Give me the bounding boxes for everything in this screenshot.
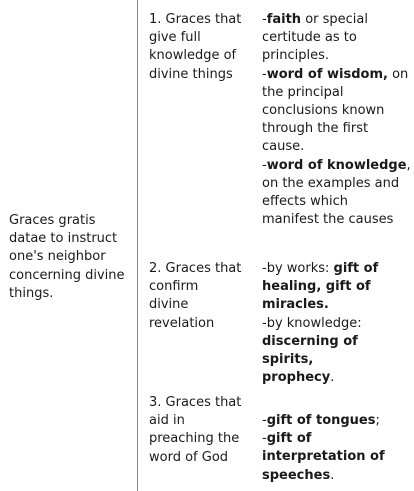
heading-line: 2. Graces that <box>149 261 242 276</box>
column-divider <box>137 0 138 491</box>
detail-line: -by knowledge: <box>262 315 362 331</box>
heading-line: confirm <box>149 279 199 295</box>
detail-line: manifest the causes <box>262 212 394 228</box>
detail-line: certitude as to <box>262 30 357 46</box>
row-3-heading <box>149 394 249 467</box>
left-line: things. <box>9 285 54 301</box>
heading-line: aid in <box>149 413 185 429</box>
heading-line: knowledge of <box>149 48 237 64</box>
heading-line: revelation <box>149 315 215 331</box>
heading-line: word of God <box>149 449 229 465</box>
detail-line: principles. <box>262 48 329 64</box>
detail-line: -gift of <box>262 431 312 447</box>
detail-line: discerning of spirits, <box>262 333 358 368</box>
row-2-detail <box>262 260 412 387</box>
detail-line: interpretation of <box>262 449 385 465</box>
detail-line: -gift of tongues; <box>262 413 380 428</box>
detail-line: the principal <box>262 84 344 100</box>
row-3-detail <box>262 412 412 485</box>
row-1-heading <box>149 11 249 84</box>
detail-line: -by works: gift of <box>262 261 379 276</box>
left-line: one's neighbor <box>9 249 106 265</box>
heading-line: 3. Graces that <box>149 395 242 410</box>
left-line: datae to instruct <box>9 231 118 247</box>
heading-line: divine <box>149 297 189 313</box>
detail-line: cause. <box>262 139 305 155</box>
heading-line: divine things <box>149 66 233 82</box>
detail-line: conclusions known <box>262 103 385 119</box>
detail-line: -faith or special <box>262 12 368 27</box>
left-category-cell <box>9 212 133 303</box>
detail-line: miracles. <box>262 297 329 313</box>
row-1-detail <box>262 11 412 229</box>
detail-line: effects which <box>262 194 348 210</box>
detail-line: on the examples and <box>262 175 400 191</box>
detail-line: through the first <box>262 121 369 137</box>
left-line: Graces gratis <box>9 213 96 228</box>
detail-line: healing, gift of <box>262 279 371 295</box>
row-2-heading <box>149 260 249 333</box>
detail-line: -word of knowledge, <box>262 157 411 173</box>
left-line: concerning divine <box>9 267 125 283</box>
heading-line: give full <box>149 30 201 46</box>
detail-line: speeches. <box>262 467 335 483</box>
heading-line: 1. Graces that <box>149 12 242 27</box>
heading-line: preaching the <box>149 431 240 447</box>
detail-line: -word of wisdom, on <box>262 66 409 82</box>
detail-line: prophecy. <box>262 370 335 386</box>
